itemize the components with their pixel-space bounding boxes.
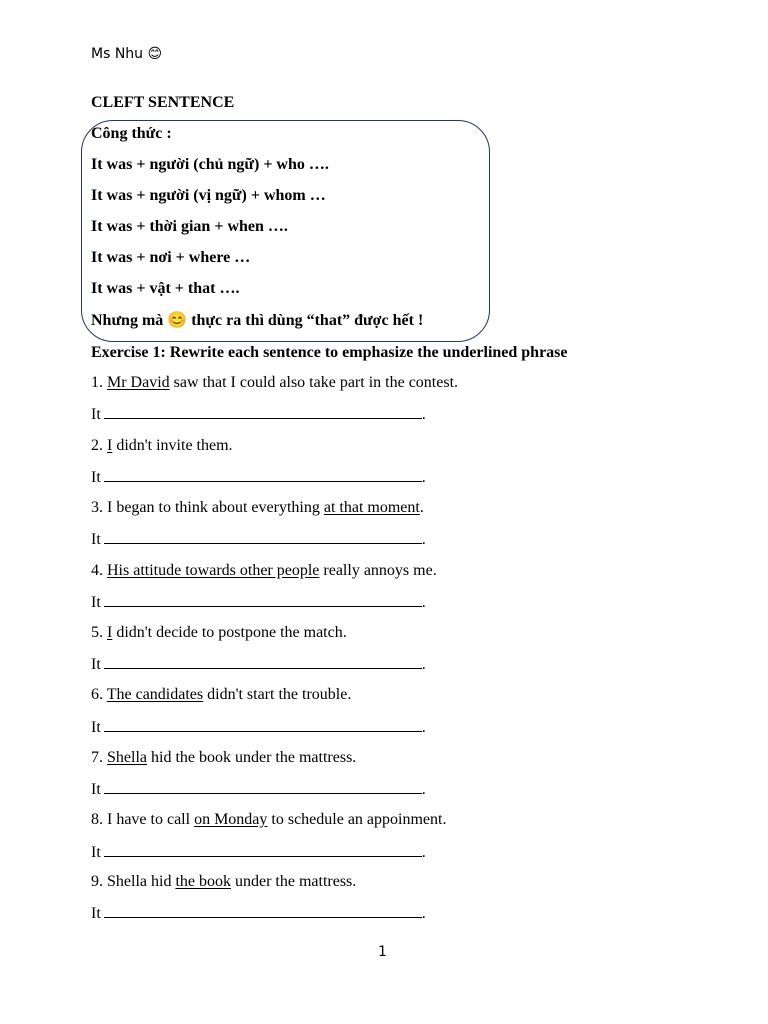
question-3	[91, 498, 424, 518]
formula-label: Công thức :	[91, 125, 172, 142]
answer-blank[interactable]	[104, 717, 422, 732]
underlined-phrase: His attitude towards other people	[107, 562, 320, 579]
question-text-after: didn't start the trouble.	[203, 686, 352, 703]
answer-prefix: It	[91, 406, 101, 423]
question-number: 9.	[91, 873, 107, 890]
answer-blank[interactable]	[104, 654, 422, 669]
question-number: 3.	[91, 499, 107, 516]
answer-prefix: It	[91, 594, 101, 611]
answer-prefix: It	[91, 844, 101, 861]
question-text-before: Shella hid	[107, 873, 176, 890]
underlined-phrase: on Monday	[194, 811, 268, 828]
answer-line-1[interactable]	[91, 404, 426, 425]
underlined-phrase: Mr David	[107, 374, 170, 391]
underlined-phrase: I	[107, 624, 113, 641]
answer-suffix: .	[421, 594, 426, 611]
answer-line-2[interactable]	[91, 467, 426, 488]
question-text-before: I have to call	[107, 811, 195, 828]
answer-prefix: It	[91, 531, 101, 548]
answer-line-7[interactable]	[91, 779, 426, 800]
answer-suffix: .	[421, 844, 426, 861]
question-5	[91, 623, 347, 643]
answer-prefix: It	[91, 781, 101, 798]
underlined-phrase: The candidates	[106, 686, 204, 703]
answer-blank[interactable]	[104, 842, 422, 857]
answer-prefix: It	[91, 469, 101, 486]
author-header: Ms Nhu 😊	[91, 46, 163, 62]
underlined-phrase: I	[107, 437, 113, 454]
question-text-after: really annoys me.	[319, 562, 437, 579]
question-8	[91, 810, 446, 830]
answer-suffix: .	[421, 656, 426, 673]
formula-note: Nhưng mà 😊 thực ra thì dùng “that” được hết !	[91, 312, 424, 329]
answer-line-3[interactable]	[91, 529, 426, 550]
answer-blank[interactable]	[104, 592, 422, 607]
answer-prefix: It	[91, 905, 101, 922]
question-text-after: hid the book under the mattress.	[147, 749, 357, 766]
formula-line-whom: It was + người (vị ngữ) + whom …	[91, 187, 326, 204]
formula-line-that: It was + vật + that ….	[91, 280, 240, 297]
worksheet-title: CLEFT SENTENCE	[91, 94, 235, 111]
question-text-after: didn't invite them.	[112, 437, 233, 454]
answer-blank[interactable]	[104, 779, 422, 794]
underlined-phrase: at that moment	[323, 499, 420, 516]
question-text-after: saw that I could also take part in the contest.	[169, 374, 459, 391]
answer-line-9[interactable]	[91, 903, 426, 924]
answer-suffix: .	[421, 719, 426, 736]
question-7	[91, 748, 356, 768]
underlined-phrase: Shella	[107, 749, 147, 766]
question-number: 7.	[91, 749, 107, 766]
question-4	[91, 561, 437, 581]
underlined-phrase: the book	[175, 873, 231, 890]
answer-suffix: .	[421, 905, 426, 922]
answer-blank[interactable]	[104, 529, 422, 544]
answer-prefix: It	[91, 719, 101, 736]
answer-suffix: .	[421, 531, 426, 548]
exercise-heading: Exercise 1: Rewrite each sentence to emphasize the underlined phrase	[91, 344, 568, 361]
formula-line-where: It was + nơi + where …	[91, 249, 251, 266]
question-text-before: I began to think about everything	[107, 499, 324, 516]
question-text-after: under the mattress.	[230, 873, 357, 890]
question-text-after: .	[419, 499, 424, 516]
answer-line-8[interactable]	[91, 842, 426, 863]
answer-line-4[interactable]	[91, 592, 426, 613]
question-9	[91, 872, 356, 892]
answer-prefix: It	[91, 656, 101, 673]
answer-blank[interactable]	[104, 404, 422, 419]
answer-blank[interactable]	[104, 903, 422, 918]
formula-line-when: It was + thời gian + when ….	[91, 218, 288, 235]
answer-suffix: .	[421, 469, 426, 486]
question-2	[91, 436, 233, 456]
question-number: 2.	[91, 437, 107, 454]
question-1	[91, 373, 458, 393]
question-number: 5.	[91, 624, 107, 641]
question-number: 4.	[91, 562, 107, 579]
answer-blank[interactable]	[104, 467, 422, 482]
question-number: 8.	[91, 811, 107, 828]
question-6	[91, 685, 351, 705]
answer-suffix: .	[421, 406, 426, 423]
question-text-after: to schedule an appoinment.	[267, 811, 447, 828]
answer-line-6[interactable]	[91, 717, 426, 738]
question-text-after: didn't decide to postpone the match.	[112, 624, 347, 641]
question-number: 6.	[91, 686, 107, 703]
page-number: 1	[378, 944, 387, 960]
formula-line-who: It was + người (chủ ngữ) + who ….	[91, 156, 329, 173]
answer-suffix: .	[421, 781, 426, 798]
answer-line-5[interactable]	[91, 654, 426, 675]
question-number: 1.	[91, 374, 107, 391]
